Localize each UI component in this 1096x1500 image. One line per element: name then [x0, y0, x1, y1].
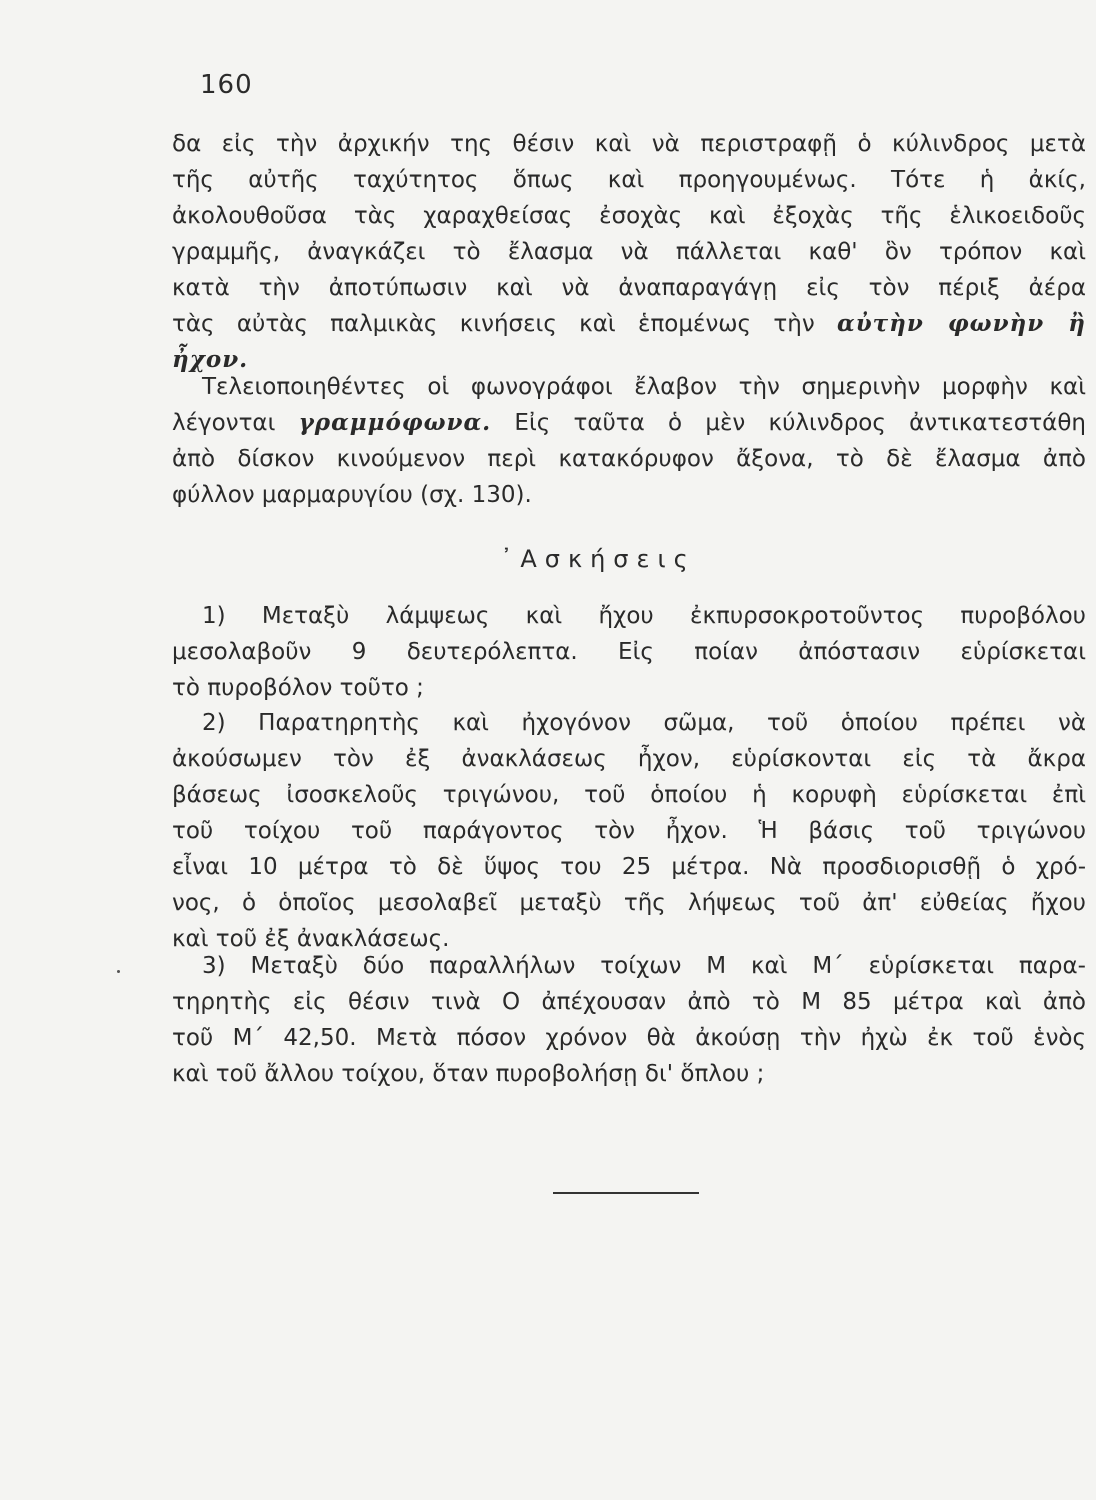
text-line: ἀκολουθοῦσα τὰς χαραχθείσας ἐσοχὰς καὶ ἐξοχὰς τῆς ἑλικοειδοῦς	[172, 203, 1086, 229]
text-span: λέγονται	[172, 410, 299, 436]
text-line: 1) Μεταξὺ λάμψεως καὶ ἤχου ἐκπυρσοκροτοῦντος πυροβόλου	[202, 603, 1086, 629]
exercise-3	[172, 948, 1086, 1092]
exercise-1	[172, 598, 1086, 706]
text-line: καὶ τοῦ ἄλλου τοίχου, ὅταν πυροβολήσῃ δι' ὅπλου ;	[172, 1061, 765, 1087]
ink-dot	[117, 970, 120, 973]
exercise-2	[172, 705, 1086, 957]
text-line: κατὰ τὴν ἀποτύπωσιν καὶ νὰ ἀναπαραγάγῃ εἰς τὸν πέριξ ἀέρα	[172, 275, 1086, 301]
text-span: Εἰς ταῦτα ὁ μὲν κύλινδρος ἀντικατεστάθη	[491, 410, 1086, 436]
emphasized-text: γραμμόφωνα.	[298, 409, 492, 436]
text-line: νος, ὁ ὁποῖος μεσολαβεῖ μεταξὺ τῆς λήψεως τοῦ ἀπ' εὐθείας ἤχου	[172, 890, 1086, 916]
text-span: τὰς αὐτὰς παλμικὰς κινήσεις καὶ ἑπομένως τὴν	[172, 311, 838, 337]
paragraph-phonograph	[172, 126, 1086, 378]
text-line: ἀκούσωμεν τὸν ἐξ ἀνακλάσεως ἦχον, εὑρίσκονται εἰς τὰ ἄκρα	[172, 746, 1086, 772]
paragraph-gramophone	[172, 369, 1086, 513]
text-line: γραμμῆς, ἀναγκάζει τὸ ἔλασμα νὰ πάλλεται καθ' ὃν τρόπον καὶ	[172, 239, 1086, 265]
text-line	[172, 405, 1086, 441]
text-line: εἶναι 10 μέτρα τὸ δὲ ὕψος του 25 μέτρα. Νὰ προσδιορισθῇ ὁ χρό-	[172, 854, 1086, 880]
text-line	[172, 306, 1086, 342]
end-rule	[553, 1192, 699, 1194]
text-line: 3) Μεταξὺ δύο παραλλήλων τοίχων Μ καὶ Μ΄ εὑρίσκεται παρα-	[202, 953, 1086, 979]
text-line: δα εἰς τὴν ἀρχικήν της θέσιν καὶ νὰ περιστραφῇ ὁ κύλινδρος μετὰ	[172, 131, 1086, 157]
text-line: βάσεως ἰσοσκελοῦς τριγώνου, τοῦ ὁποίου ἡ κορυφὴ εὑρίσκεται ἐπὶ	[172, 782, 1086, 808]
text-line: 2) Παρατηρητὴς καὶ ἠχογόνον σῶμα, τοῦ ὁποίου πρέπει νὰ	[202, 710, 1086, 736]
text-line: καὶ τοῦ ἐξ ἀνακλάσεως.	[172, 926, 450, 952]
text-line: Τελειοποιηθέντες οἱ φωνογράφοι ἔλαβον τὴν σημερινὴν μορφὴν καὶ	[202, 374, 1086, 400]
text-line: τῆς αὐτῆς ταχύτητος ὅπως καὶ προηγουμένως. Τότε ἡ ἀκίς,	[172, 167, 1086, 193]
text-line: τοῦ Μ΄ 42,50. Μετὰ πόσον χρόνον θὰ ἀκούσῃ τὴν ἠχὼ ἐκ τοῦ ἑνὸς	[172, 1025, 1086, 1051]
text-line: τὸ πυροβόλον τοῦτο ;	[172, 675, 424, 701]
text-line: ἀπὸ δίσκον κινούμενον περὶ κατακόρυφον ἄξονα, τὸ δὲ ἔλασμα ἀπὸ	[172, 446, 1086, 472]
section-title: ᾿Ασκήσεις	[500, 545, 696, 573]
text-line: τοῦ τοίχου τοῦ παράγοντος τὸν ἦχον. Ἡ βάσις τοῦ τριγώνου	[172, 818, 1086, 844]
emphasized-text: ἦχον.	[172, 346, 249, 373]
emphasized-text: αὐτὴν φωνὴν ἢ	[837, 310, 1086, 337]
text-line: φύλλον μαρμαρυγίου (σχ. 130).	[172, 482, 532, 508]
page-number: 160	[200, 70, 253, 100]
text-line: μεσολαβοῦν 9 δευτερόλεπτα. Εἰς ποίαν ἀπόστασιν εὑρίσκεται	[172, 639, 1086, 665]
text-line: τηρητὴς εἰς θέσιν τινὰ Ο ἀπέχουσαν ἀπὸ τὸ Μ 85 μέτρα καὶ ἀπὸ	[172, 989, 1086, 1015]
